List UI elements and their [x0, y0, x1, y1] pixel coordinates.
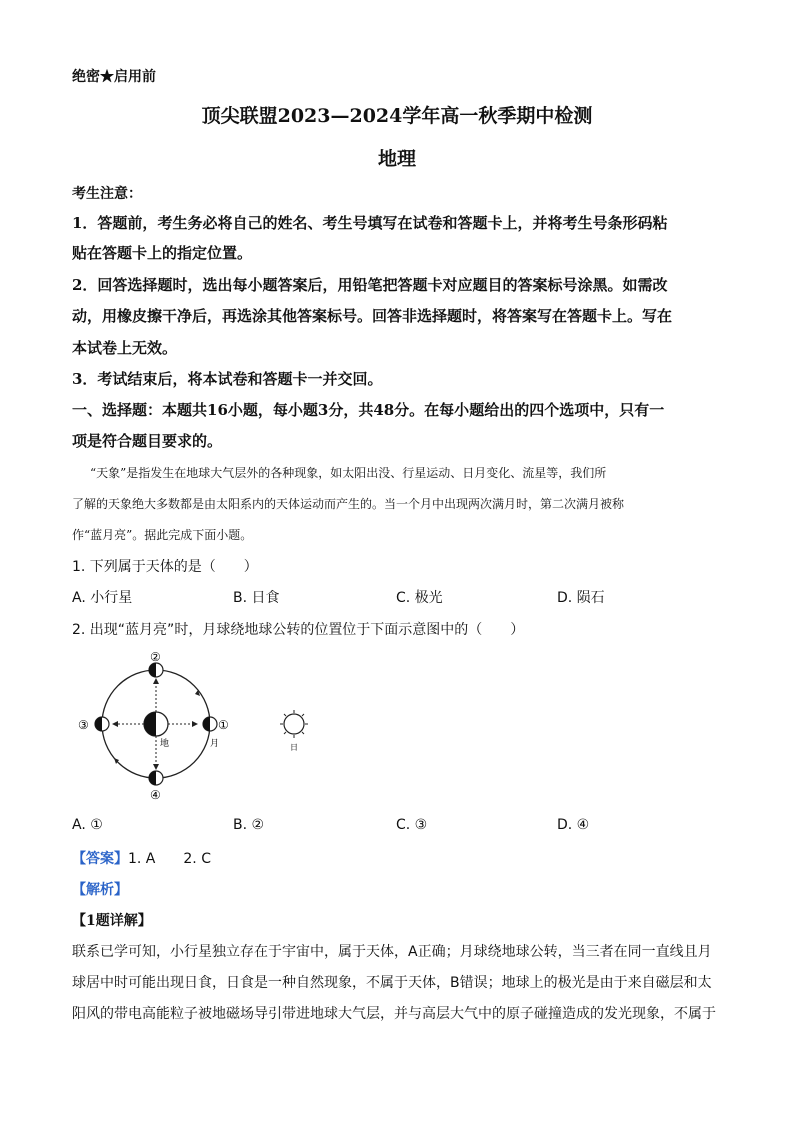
notice-item-3: 3．考试结束后，将本试卷和答题卡一并交回。	[72, 370, 383, 388]
question-2-stem: 2. 出现“蓝月亮”时，月球绕地球公转的位置位于下面示意图中的（ ）	[72, 622, 525, 638]
position-3-label: ③	[78, 718, 89, 732]
passage-line-1: “天象”是指发生在地球大气层外的各种现象，如太阳出没、行星运动、日月变化、流星等，我们所	[90, 466, 607, 480]
section-1-instruction-line-2: 项是符合题目要求的。	[72, 432, 223, 450]
question-1-option-c: C. 极光	[396, 590, 443, 606]
moon-position-4-icon	[149, 771, 163, 785]
notice-item-1-line-2: 贴在答题卡上的指定位置。	[72, 244, 253, 262]
notice-item-2-line-1: 2．回答选择题时，选出每小题答案后，用铅笔把答题卡对应题目的答案标号涂黑。如需改	[72, 276, 668, 294]
answer-tag: 【答案】	[72, 851, 128, 867]
sun-icon	[280, 710, 308, 738]
question-1-option-d: D. 陨石	[557, 590, 605, 606]
analysis-question-1-tag: 【1题详解】	[72, 913, 152, 929]
exam-title: 顶尖联盟2023—2024学年高一秋季期中检测	[201, 105, 593, 127]
question-2-option-b: B. ②	[233, 817, 265, 833]
moon-position-1-icon	[203, 717, 217, 731]
notice-item-1-line-1: 1．答题前，考生务必将自己的姓名、考生号填写在试卷和答题卡上，并将考生号条形码粘	[72, 214, 668, 232]
question-2-option-a: A. ①	[72, 817, 103, 833]
moon-position-2-icon	[149, 663, 163, 677]
passage-line-3: 作“蓝月亮”。据此完成下面小题。	[72, 528, 253, 542]
answer-text: 1. A 2. C	[128, 851, 211, 867]
passage-line-2: 了解的天象绝大多数都是由太阳系内的天体运动而产生的。当一个月中出现两次满月时，第二次满月被称	[72, 497, 625, 511]
answer-line	[72, 848, 211, 868]
sun-label: 日	[290, 743, 298, 752]
notice-item-2-line-2: 动，用橡皮擦干净后，再选涂其他答案标号。回答非选择题时，将答案写在答题卡上。写在	[72, 307, 673, 325]
question-2-option-c: C. ③	[396, 817, 428, 833]
question-2-option-d: D. ④	[557, 817, 590, 833]
earth-label: 地	[160, 739, 170, 749]
moon-label: 月	[210, 739, 220, 749]
subject-title: 地理	[377, 148, 416, 170]
moon-position-3-icon	[95, 717, 109, 731]
section-1-instruction-line-1: 一、选择题：本题共16小题，每小题3分，共48分。在每小题给出的四个选项中，只有一	[72, 401, 665, 419]
position-1-label: ①	[218, 718, 229, 732]
analysis-line-3: 阳风的带电高能粒子被地磁场导引带进地球大气层，并与高层大气中的原子碰撞造成的发光现象，不属于	[72, 1006, 716, 1022]
position-4-label: ④	[150, 788, 161, 802]
analysis-line-1: 联系已学可知，小行星独立存在于宇宙中，属于天体，A正确；月球绕地球公转，当三者在同一直线且月	[72, 944, 712, 960]
moon-orbit-diagram	[70, 646, 330, 806]
notice-heading: 考生注意：	[72, 186, 142, 202]
question-1-stem: 1. 下列属于天体的是（ ）	[72, 559, 258, 575]
notice-item-2-line-3: 本试卷上无效。	[72, 339, 178, 357]
confidential-mark: 绝密★启用前	[72, 69, 156, 85]
question-1-option-a: A. 小行星	[72, 590, 133, 606]
position-2-label: ②	[150, 650, 161, 664]
analysis-line-2: 球居中时可能出现日食，日食是一种自然现象，不属于天体，B错误；地球上的极光是由于来自磁层和太	[72, 975, 712, 991]
earth-icon	[144, 712, 168, 736]
question-1-option-b: B. 日食	[233, 590, 280, 606]
analysis-tag: 【解析】	[72, 882, 128, 898]
